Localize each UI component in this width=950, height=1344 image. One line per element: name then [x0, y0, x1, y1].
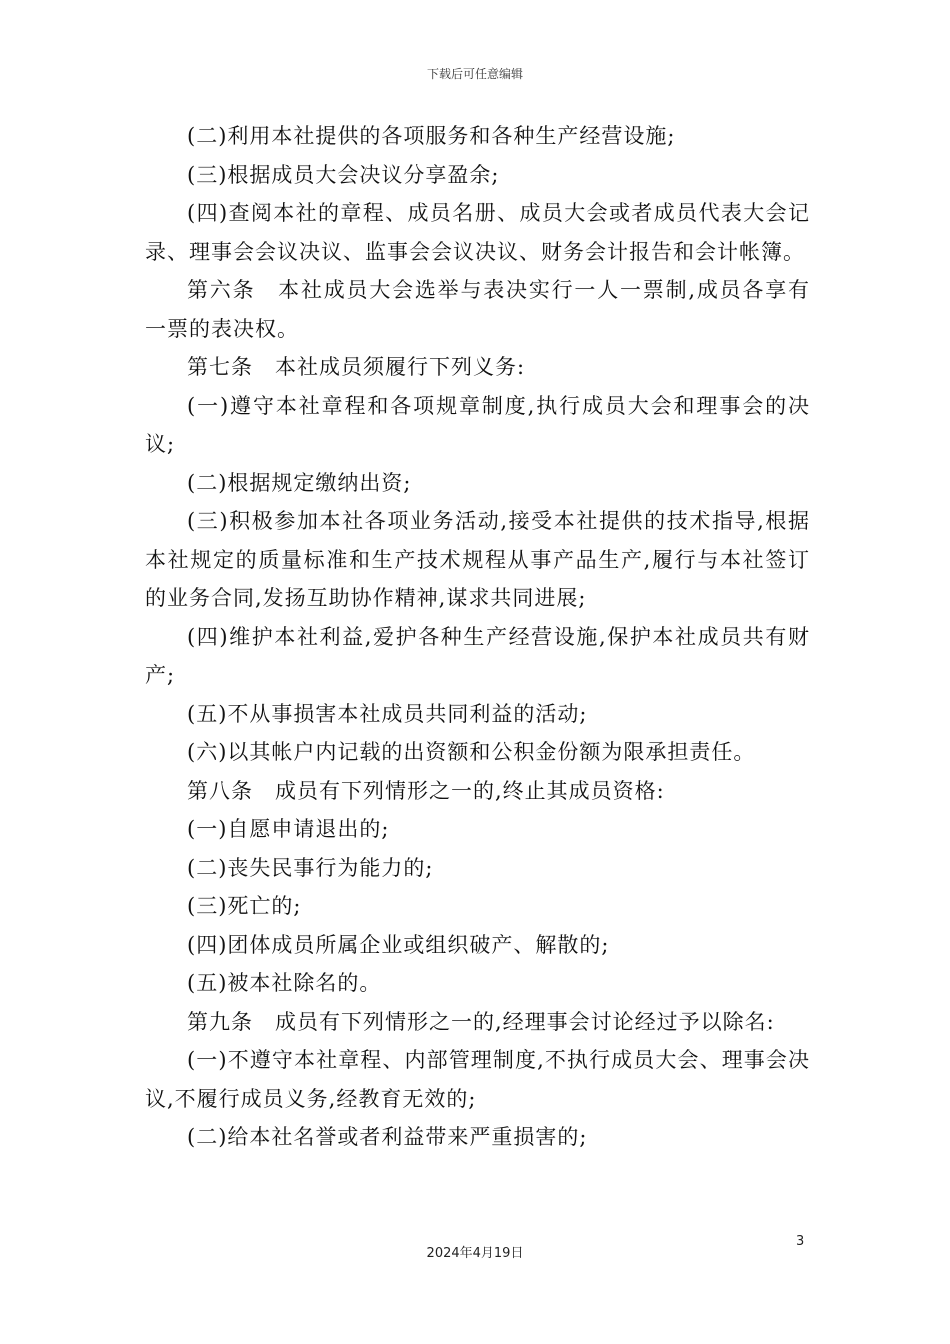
paragraph: (四)团体成员所属企业或组织破产、解散的; [187, 932, 610, 957]
footer-date: 2024年4月19日 [426, 1246, 524, 1261]
paragraph: (二)丧失民事行为能力的; [187, 855, 434, 880]
paragraph: (四)维护本社利益,爱护各种生产经营设施,保护本社成员共有财产; [145, 624, 810, 687]
paragraph: (三)根据成员大会决议分享盈余; [187, 162, 500, 187]
page-header: 下载后可任意编辑 [426, 67, 523, 81]
page-number: 3 [796, 1234, 805, 1249]
paragraph: (二)根据规定缴纳出资; [187, 470, 412, 495]
paragraph: (三)积极参加本社各项业务活动,接受本社提供的技术指导,根据本社规定的质量标准和生产技术规程从事产品生产,履行与本社签订的业务合同,发扬互助协作精神,谋求共同进展; [145, 509, 810, 610]
article-9: 第九条 成员有下列情形之一的,经理事会讨论经过予以除名: [187, 1009, 775, 1034]
article-7: 第七条 本社成员须履行下列义务: [187, 355, 526, 379]
paragraph: (一)不遵守本社章程、内部管理制度,不执行成员大会、理事会决议,不履行成员义务,经教育无效的; [145, 1048, 810, 1111]
paragraph: (四)查阅本社的章程、成员名册、成员大会或者成员代表大会记录、理事会会议决议、监事会会议决议、财务会计报告和会计帐簿。 [145, 201, 810, 264]
paragraph: (一)遵守本社章程和各项规章制度,执行成员大会和理事会的决议; [145, 393, 810, 456]
paragraph: (三)死亡的; [187, 894, 302, 918]
paragraph: (五)被本社除名的。 [187, 971, 382, 995]
article-6: 第六条 本社成员大会选举与表决实行一人一票制,成员各享有一票的表决权。 [145, 278, 810, 341]
document-body [145, 117, 810, 1157]
paragraph: (二)利用本社提供的各项服务和各种生产经营设施; [187, 124, 676, 148]
paragraph: (六)以其帐户内记载的出资额和公积金份额为限承担责任。 [187, 740, 756, 764]
paragraph: (一)自愿申请退出的; [187, 817, 390, 841]
paragraph: (二)给本社名誉或者利益带来严重损害的; [187, 1125, 588, 1149]
paragraph: (五)不从事损害本社成员共同利益的活动; [187, 701, 588, 726]
article-8: 第八条 成员有下列情形之一的,终止其成员资格: [187, 778, 665, 803]
